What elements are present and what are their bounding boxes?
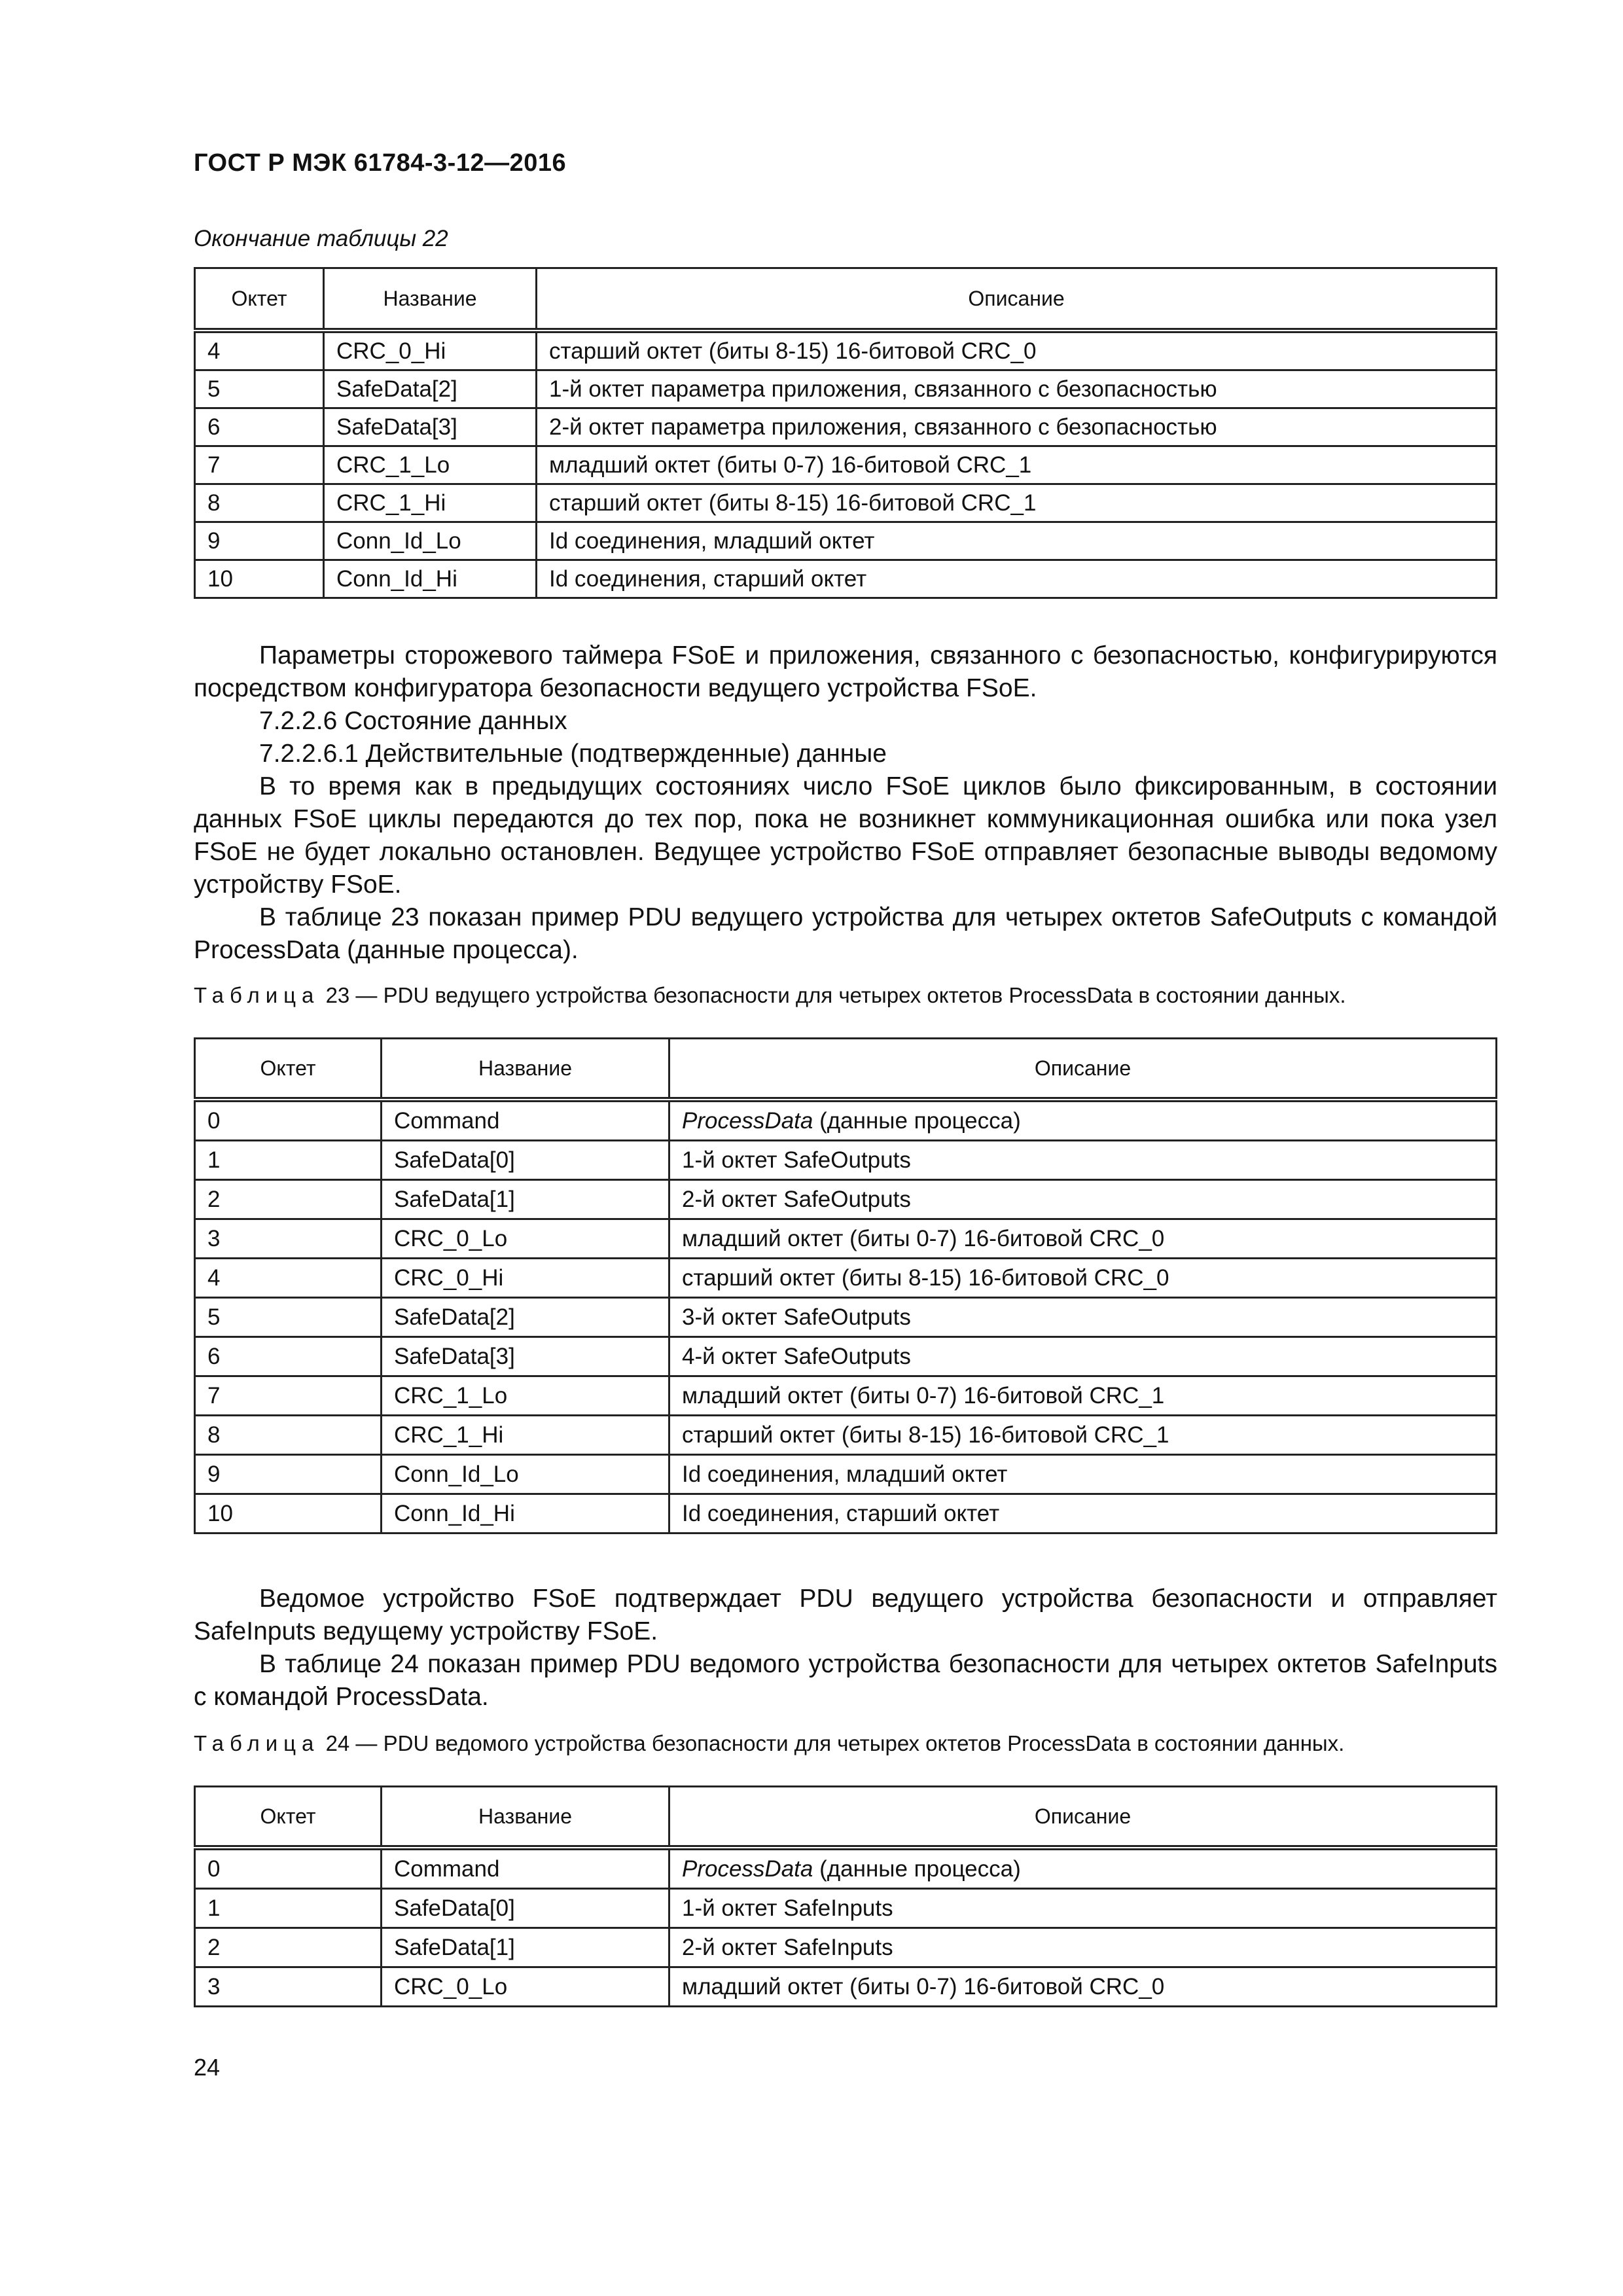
cell-description: 2-й октет SafeInputs	[669, 1928, 1497, 1967]
caption-label: Таблица	[194, 1731, 320, 1755]
cell-description: Id соединения, младший октет	[669, 1455, 1497, 1494]
cell-description: 2-й октет SafeOutputs	[669, 1180, 1497, 1219]
table-24	[194, 1785, 1497, 2007]
cell-octet: 8	[195, 484, 324, 522]
cell-name: Command	[382, 1848, 669, 1889]
cell-name: CRC_1_Lo	[324, 446, 537, 484]
cell-description: Id соединения, младший октет	[537, 522, 1497, 560]
table23-caption	[194, 983, 1497, 1008]
cell-octet: 2	[195, 1180, 382, 1219]
cell-octet: 3	[195, 1967, 382, 2007]
cell-octet: 8	[195, 1416, 382, 1455]
table-row	[195, 331, 1497, 370]
table-row	[195, 1141, 1497, 1180]
table-row	[195, 1298, 1497, 1337]
cell-name: SafeData[1]	[382, 1180, 669, 1219]
cell-octet: 6	[195, 1337, 382, 1376]
cell-name: CRC_1_Hi	[324, 484, 537, 522]
table-header-row	[195, 1039, 1497, 1100]
cell-description: 1-й октет SafeOutputs	[669, 1141, 1497, 1180]
cell-description: 1-й октет параметра приложения, связанного с безопасностью	[537, 370, 1497, 408]
table-header-row	[195, 1787, 1497, 1848]
cell-description: старший октет (биты 8-15) 16-битовой CRC_1	[537, 484, 1497, 522]
cell-description: младший октет (биты 0-7) 16-битовой CRC_0	[669, 1219, 1497, 1259]
cell-description: младший октет (биты 0-7) 16-битовой CRC_0	[669, 1967, 1497, 2007]
cell-name: SafeData[0]	[382, 1141, 669, 1180]
table-row	[195, 484, 1497, 522]
cell-name: SafeData[3]	[382, 1337, 669, 1376]
cell-octet: 10	[195, 1494, 382, 1534]
table-row	[195, 1376, 1497, 1416]
table-row	[195, 522, 1497, 560]
page-number: 24	[194, 2054, 221, 2081]
cell-octet: 10	[195, 560, 324, 598]
cell-name: Conn_Id_Lo	[324, 522, 537, 560]
description-rest: (данные процесса)	[813, 1856, 1021, 1882]
column-header-octet: Октет	[195, 268, 324, 331]
cell-name: Command	[382, 1100, 669, 1141]
cell-description: 1-й октет SafeInputs	[669, 1889, 1497, 1928]
paragraph-data-state-cycles: В то время как в предыдущих состояниях число FSoE циклов было фиксированным, в состоянии данных FSoE циклы передаются до тех пор, пока не возникнет коммуникационная ошибка или пока узел FSoE не будет локально остановлен. Ведущее устройство FSoE отправляет безопасные выводы ведомому устройству FSoE.	[194, 772, 1497, 899]
cell-name: Conn_Id_Hi	[324, 560, 537, 598]
table-row	[195, 1219, 1497, 1259]
table-row	[195, 1848, 1497, 1889]
cell-name: CRC_0_Lo	[382, 1967, 669, 2007]
table-row	[195, 1337, 1497, 1376]
paragraph-watchdog-config: Параметры сторожевого таймера FSoE и приложения, связанного с безопасностью, конфигурируются посредством конфигуратора безопасности ведущего устройства FSoE.	[194, 641, 1497, 702]
cell-name: SafeData[2]	[324, 370, 537, 408]
cell-octet: 4	[195, 331, 324, 370]
section-heading-valid-data: 7.2.2.6.1 Действительные (подтвержденные) данные	[259, 740, 887, 768]
cell-octet: 1	[195, 1889, 382, 1928]
table-row	[195, 1416, 1497, 1455]
cell-name: CRC_1_Hi	[382, 1416, 669, 1455]
cell-octet: 0	[195, 1848, 382, 1889]
cell-description: младший октет (биты 0-7) 16-битовой CRC_1	[537, 446, 1497, 484]
cell-description: старший октет (биты 8-15) 16-битовой CRC_1	[669, 1416, 1497, 1455]
caption-text: 24 — PDU ведомого устройства безопасности для четырех октетов ProcessData в состоянии данных.	[325, 1731, 1345, 1755]
table-row	[195, 560, 1497, 598]
table-23	[194, 1037, 1497, 1534]
table-row	[195, 446, 1497, 484]
cell-description: 4-й октет SafeOutputs	[669, 1337, 1497, 1376]
table24-caption	[194, 1731, 1497, 1756]
column-header-octet: Октет	[195, 1787, 382, 1848]
table-row	[195, 1494, 1497, 1534]
cell-description: старший октет (биты 8-15) 16-битовой CRC_0	[669, 1259, 1497, 1298]
cell-octet: 6	[195, 408, 324, 446]
description-rest: (данные процесса)	[813, 1107, 1021, 1134]
cell-name: CRC_1_Lo	[382, 1376, 669, 1416]
cell-octet: 2	[195, 1928, 382, 1967]
cell-name: SafeData[0]	[382, 1889, 669, 1928]
column-header-description: Описание	[669, 1039, 1497, 1100]
table-row	[195, 1889, 1497, 1928]
table-row	[195, 1180, 1497, 1219]
table22-continuation-label: Окончание таблицы 22	[194, 226, 448, 251]
section-heading-data-state: 7.2.2.6 Состояние данных	[259, 707, 567, 735]
paragraph-slave-ack: Ведомое устройство FSoE подтверждает PDU ведущего устройства безопасности и отправляет SafeInputs ведущему устройству FSoE.	[194, 1585, 1497, 1645]
column-header-name: Название	[382, 1787, 669, 1848]
cell-name: SafeData[3]	[324, 408, 537, 446]
table-header-row	[195, 268, 1497, 331]
table-row	[195, 1967, 1497, 2007]
table-row	[195, 1928, 1497, 1967]
table-row	[195, 1455, 1497, 1494]
cell-name: Conn_Id_Hi	[382, 1494, 669, 1534]
cell-description: старший октет (биты 8-15) 16-битовой CRC_0	[537, 331, 1497, 370]
cell-octet: 3	[195, 1219, 382, 1259]
cell-description: 3-й октет SafeOutputs	[669, 1298, 1497, 1337]
cell-octet: 4	[195, 1259, 382, 1298]
cell-octet: 1	[195, 1141, 382, 1180]
cell-octet: 7	[195, 1376, 382, 1416]
cell-description: 2-й октет параметра приложения, связанного с безопасностью	[537, 408, 1497, 446]
column-header-description: Описание	[537, 268, 1497, 331]
italic-term: ProcessData	[682, 1856, 813, 1882]
cell-octet: 5	[195, 370, 324, 408]
cell-octet: 7	[195, 446, 324, 484]
table-row	[195, 1100, 1497, 1141]
cell-name: CRC_0_Hi	[324, 331, 537, 370]
cell-octet: 9	[195, 1455, 382, 1494]
caption-text: 23 — PDU ведущего устройства безопасности для четырех октетов ProcessData в состоянии данных.	[325, 983, 1346, 1007]
cell-name: CRC_0_Hi	[382, 1259, 669, 1298]
cell-name: SafeData[2]	[382, 1298, 669, 1337]
table-row	[195, 408, 1497, 446]
paragraph-table24-intro: В таблице 24 показан пример PDU ведомого устройства безопасности для четырех октетов SafeInputs с командой ProcessData.	[194, 1650, 1497, 1711]
cell-octet: 9	[195, 522, 324, 560]
paragraph-table23-intro: В таблице 23 показан пример PDU ведущего устройства для четырех октетов SafeOutputs с командой ProcessData (данные процесса).	[194, 903, 1497, 964]
column-header-description: Описание	[669, 1787, 1497, 1848]
cell-name: CRC_0_Lo	[382, 1219, 669, 1259]
cell-description	[669, 1848, 1497, 1889]
cell-name: SafeData[1]	[382, 1928, 669, 1967]
cell-description: младший октет (биты 0-7) 16-битовой CRC_1	[669, 1376, 1497, 1416]
cell-octet: 0	[195, 1100, 382, 1141]
table-row	[195, 370, 1497, 408]
table-22	[194, 267, 1497, 599]
caption-label: Таблица	[194, 983, 320, 1007]
cell-description	[669, 1100, 1497, 1141]
column-header-octet: Октет	[195, 1039, 382, 1100]
document-header: ГОСТ Р МЭК 61784-3-12—2016	[194, 149, 567, 177]
italic-term: ProcessData	[682, 1107, 813, 1134]
cell-description: Id соединения, старший октет	[537, 560, 1497, 598]
column-header-name: Название	[324, 268, 537, 331]
column-header-name: Название	[382, 1039, 669, 1100]
table-row	[195, 1259, 1497, 1298]
cell-description: Id соединения, старший октет	[669, 1494, 1497, 1534]
cell-octet: 5	[195, 1298, 382, 1337]
cell-name: Conn_Id_Lo	[382, 1455, 669, 1494]
